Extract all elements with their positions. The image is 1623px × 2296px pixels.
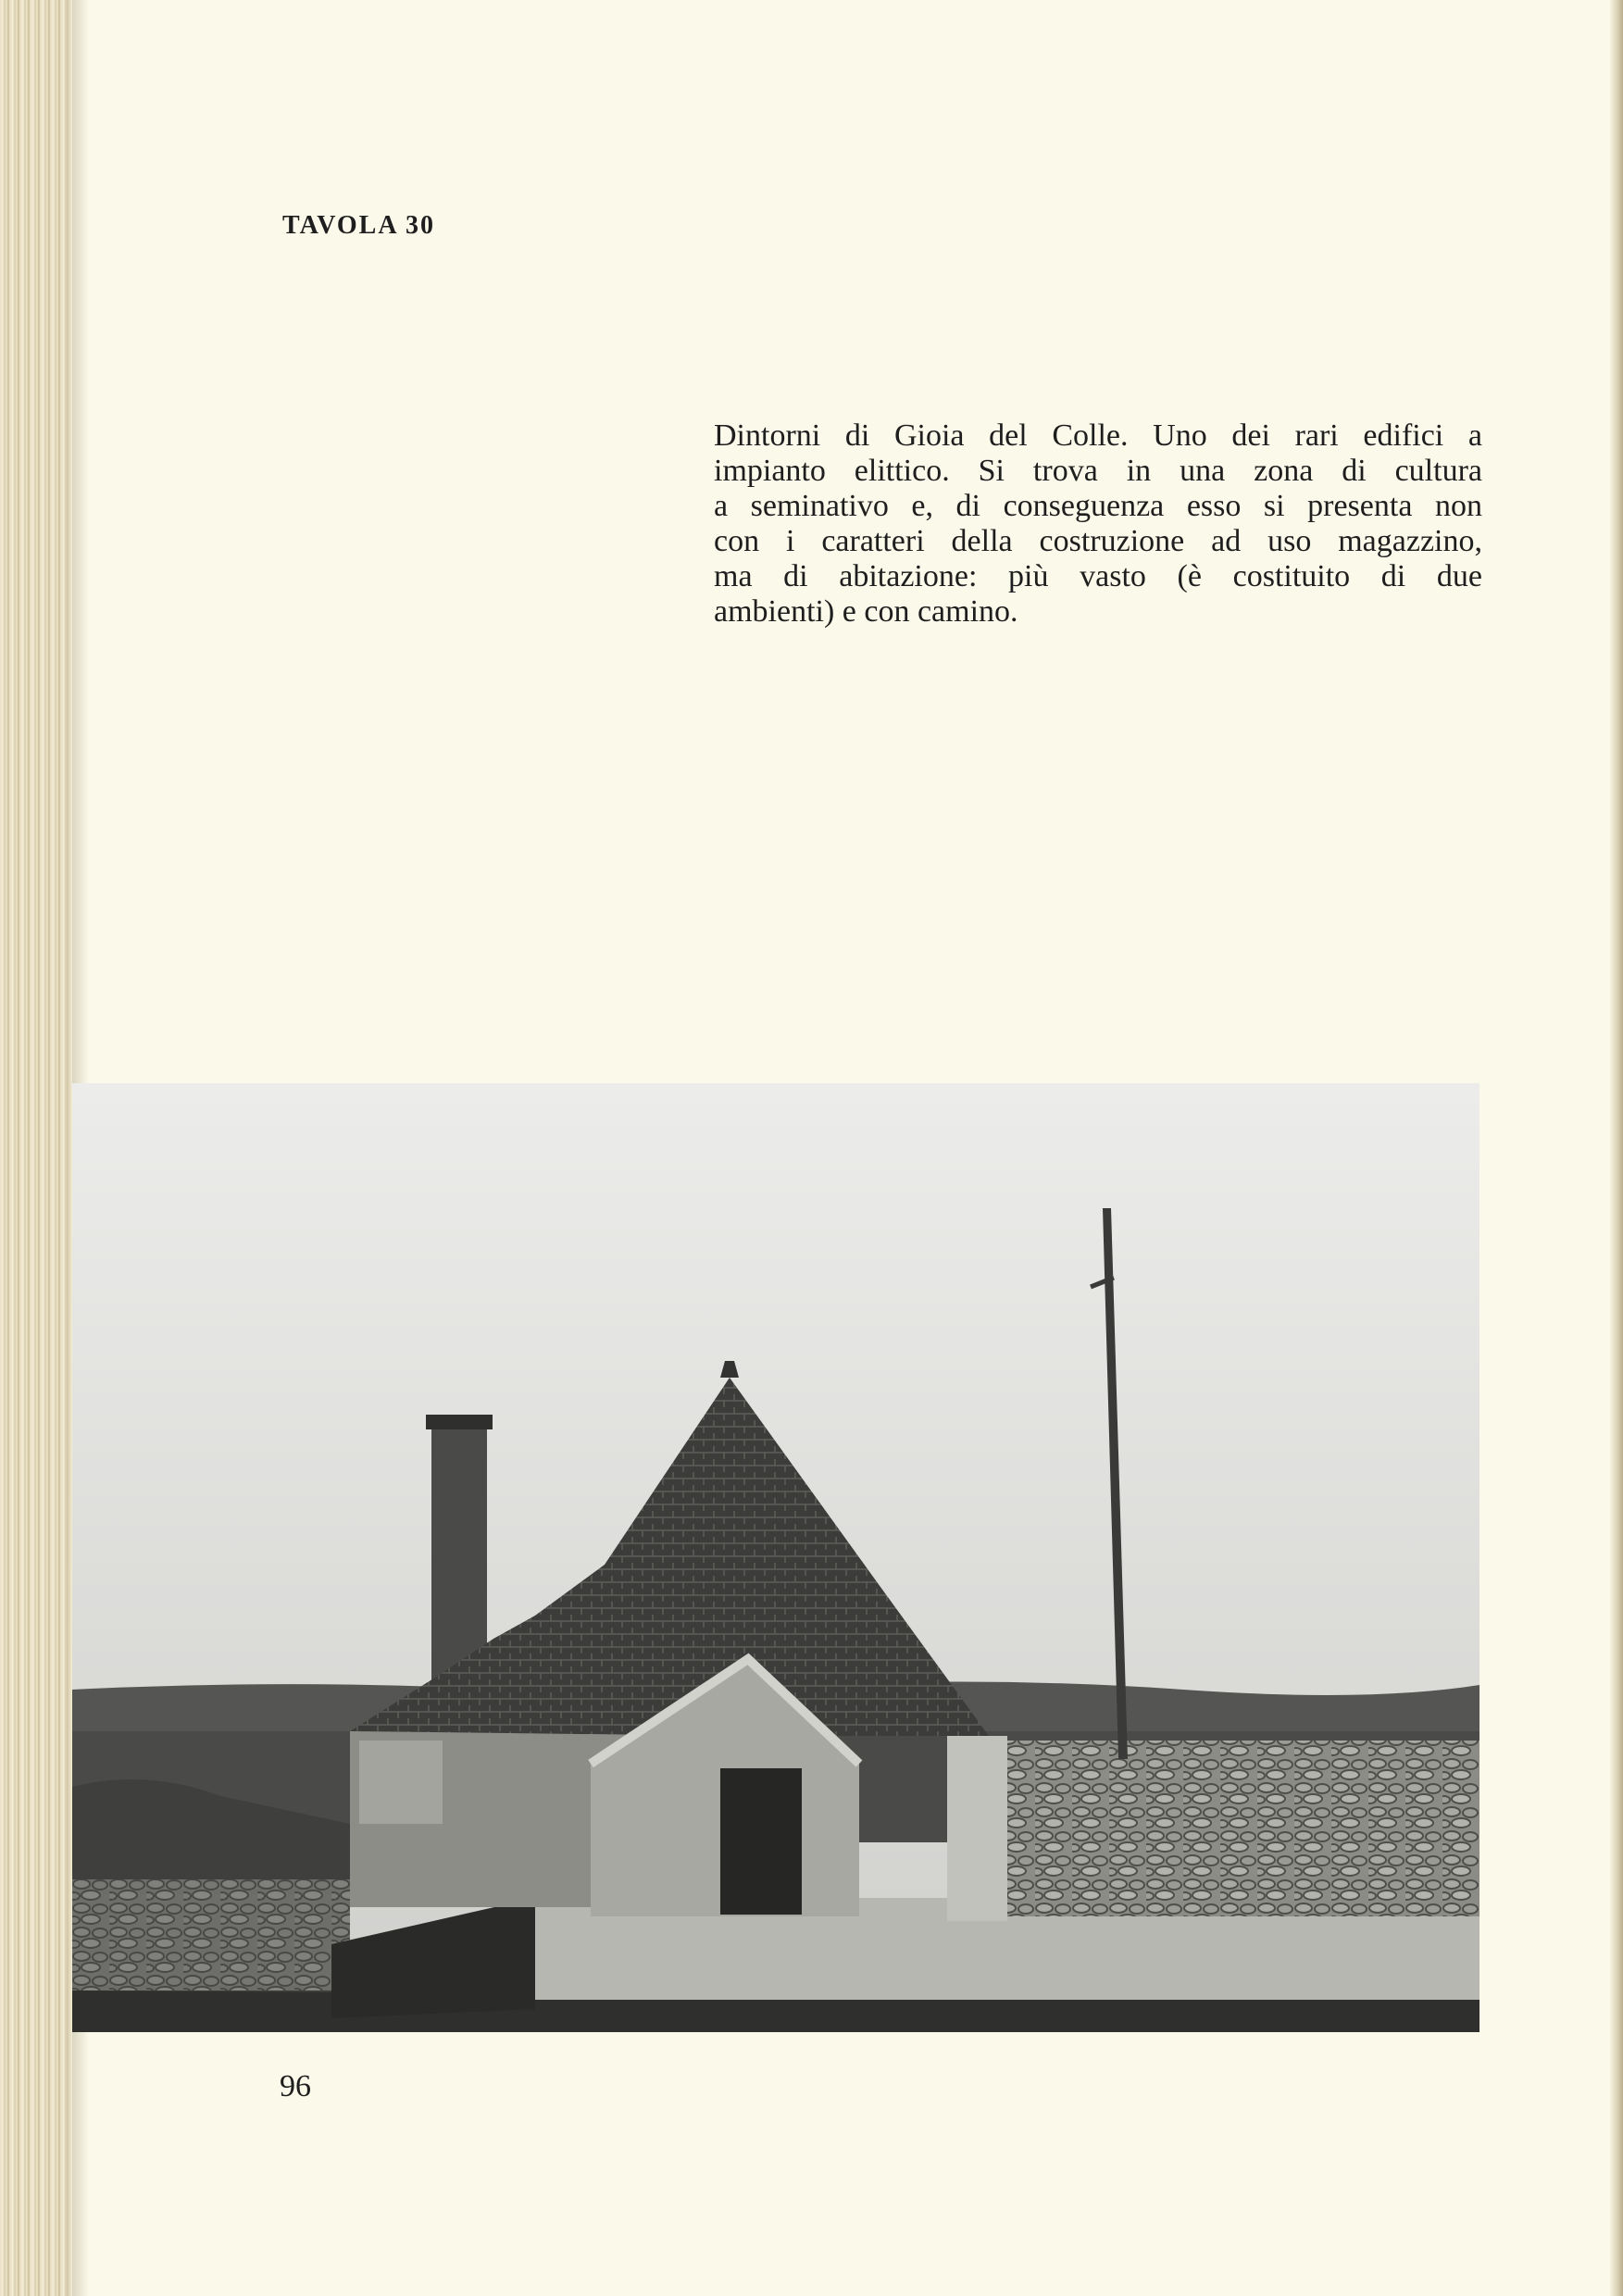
page-number: 96: [280, 2069, 311, 2103]
caption-line: a seminativo e, di conseguenza esso si presenta non: [714, 489, 1482, 523]
caption-line: impianto elittico. Si trova in una zona di cultura: [714, 454, 1482, 488]
right-page-edge: [1610, 0, 1623, 2296]
trullo-photograph: [72, 1083, 1479, 2032]
book-page-edges: [0, 0, 72, 2296]
caption-line: con i caratteri della costruzione ad uso magazzino,: [714, 524, 1482, 558]
caption-line: Dintorni di Gioia del Colle. Uno dei rari edifici a: [714, 418, 1482, 453]
photo-caption: [714, 418, 1482, 630]
caption-line: ambienti) e con camino.: [714, 594, 1018, 629]
caption-line: ma di abitazione: più vasto (è costituito di due: [714, 559, 1482, 593]
plate-label: TAVOLA 30: [282, 211, 435, 240]
